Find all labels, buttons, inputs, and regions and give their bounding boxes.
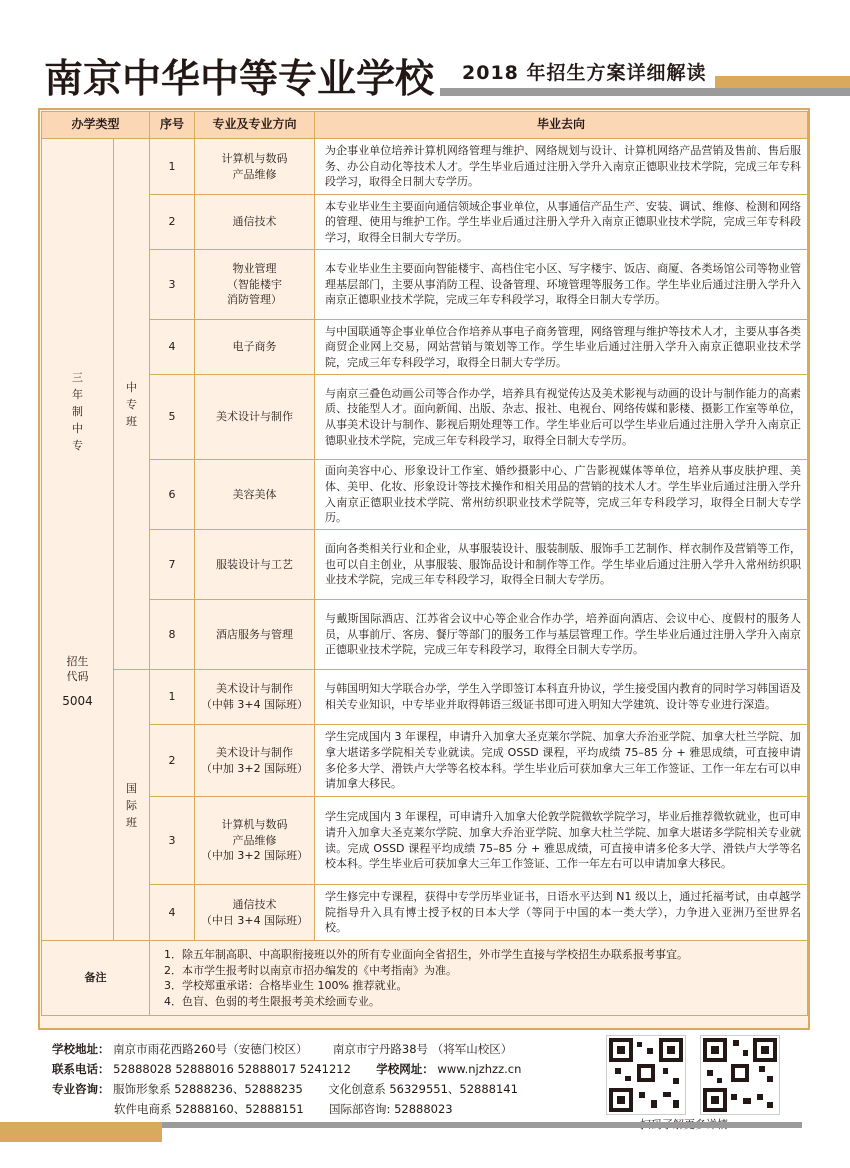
web-link[interactable]: www.njzhzz.cn <box>437 1062 522 1076</box>
header-school-type: 办学类型 <box>42 112 150 139</box>
row-description: 面向各类相关行业和企业，从事服装设计、服装制版、服饰手工艺制作、样衣制作及营销等工作，也可以自主创业，从事服装、服饰品设计和制作等工作。学生毕业后通过注册入学升入常州纺织职业技术学院，完成三年专科段学习，取得全日制大专学历。 <box>315 530 808 600</box>
row-description: 与戴斯国际酒店、江苏省会议中心等企业合作办学，培养面向酒店、会议中心、度假村的服务人员，从事前厅、客房、餐厅等部门的服务工作与基层管理工作。学生毕业后通过注册入学升入南京正德职业技术学院，完成三年专科段学习，取得全日制大专学历。 <box>315 600 808 670</box>
web-label: 学校网址： <box>376 1062 434 1076</box>
row-description: 学生修完中专课程，获得中专学历毕业证书，日语水平达到 N1 级以上，通过托福考试，由卓越学院指导升入具有博士授予权的日本大学（等同于中国的本一类大学），力争进入亚洲乃至世界名校。 <box>315 885 808 941</box>
row-major <box>195 195 315 250</box>
class-zhongzhuan-cell <box>114 139 150 670</box>
table-row <box>42 460 808 530</box>
row-number: 3 <box>150 797 195 885</box>
class-guoji-cell <box>114 670 150 941</box>
row-major <box>195 600 315 670</box>
row-description: 学生完成国内 3 年课程，申请升入加拿大圣克莱尔学院、加拿大乔治亚学院、加拿大杜兰学院、加拿大堪诺多学院相关专业就读。完成 OSSD 课程，平均成绩 75–85 分 + 雅思成绩，可直接申请多伦多大学、滑铁卢大学等名校本科。学生毕业后可获加拿大三年工作签证、工作一年左右可以申请加拿大移民。 <box>315 725 808 797</box>
row-number: 2 <box>150 725 195 797</box>
note-item: 2．本市学生报考时以南京市招办编发的《中考指南》为准。 <box>164 963 458 977</box>
row-major <box>195 139 315 195</box>
table-row <box>42 250 808 320</box>
row-description: 本专业毕业生主要面向智能楼宇、高档住宅小区、写字楼宇、饭店、商厦、各类场馆公司等物业管理基层部门，主要从事消防工程、设备管理、环境管理等服务工作。学生毕业后通过注册入学升入南京正德职业技术学院，完成三年专科段学习，取得全日制大专学历。 <box>315 250 808 320</box>
major-text: 服装设计与工艺 <box>216 557 294 571</box>
major-text: 计算机与数码 产品维修 （中加 3+2 国际班） <box>200 818 309 863</box>
note-item: 1．除五年制高职、中高职衔接班以外的所有专业面向全省招生，外市学生直接与学校招生办联系报考事宜。 <box>164 948 689 961</box>
table-row <box>42 797 808 885</box>
row-number: 8 <box>150 600 195 670</box>
phone-label: 联系电话： <box>52 1062 110 1076</box>
row-description: 面向美容中心、形象设计工作室、婚纱摄影中心、广告影视媒体等单位，培养从事皮肤护理、美体、美甲、化妆、形象设计等技术操作和相关用品的营销的技术人才。学生毕业后通过注册入学升入南京正德职业技术学院、常州纺织职业技术学院等，完成三年专科段学习，取得全日制大专学历。 <box>315 460 808 530</box>
table-row <box>42 885 808 941</box>
consult-2: 文化创意系 56329551、52888141 <box>328 1082 518 1096</box>
row-number: 5 <box>150 375 195 460</box>
row-description: 学生完成国内 3 年课程，可申请升入加拿大伦敦学院微软学院学习，毕业后推荐微软就业，也可申请升入加拿大圣克莱尔学院、加拿大乔治亚学院、加拿大杜兰学院、加拿大堪诺多学院相关专业就读。完成 OSSD 课程平均成绩 75–85 分 + 雅思成绩，可直接申请多伦多大学、滑铁卢大学等名校本科。学生毕业后可获加拿大三年工作签证、工作一年左右可以申请加拿大移民。 <box>315 797 808 885</box>
row-major <box>195 797 315 885</box>
table-row <box>42 320 808 375</box>
table-row <box>42 375 808 460</box>
row-description: 与中国联通等企事业单位合作培养从事电子商务管理，网络管理与维护等技术人才，主要从事各类商贸企业网上交易，网站营销与策划等工作。学生毕业后通过注册入学升入南京正德职业技术学院，完成三年专科段学习，取得全日制大专学历。 <box>315 320 808 375</box>
table-row <box>42 600 808 670</box>
phone-value: 52888028 52888016 52888017 5241212 <box>113 1062 351 1076</box>
table-row <box>42 195 808 250</box>
row-number: 7 <box>150 530 195 600</box>
page-title: 南京中华中等专业学校 <box>44 57 435 102</box>
consult-4: 国际部咨询: 52888023 <box>329 1102 453 1116</box>
row-major <box>195 725 315 797</box>
qr-code-icon <box>700 1035 780 1115</box>
qr-code-icon <box>606 1035 686 1115</box>
row-number: 3 <box>150 250 195 320</box>
page-subtitle: 2018 年招生方案详细解读 <box>462 62 707 84</box>
row-number: 6 <box>150 460 195 530</box>
row-major <box>195 375 315 460</box>
row-description: 本专业毕业生主要面向通信领域企事业单位，从事通信产品生产、安装、调试、维修、检测和网络的管理、使用与维护工作。学生毕业后通过注册入学升入南京正德职业技术学院，完成三年专科段学习，取得全日制大专学历。 <box>315 195 808 250</box>
row-major <box>195 670 315 725</box>
table-header-row <box>42 112 808 139</box>
major-text: 电子商务 <box>232 340 277 354</box>
major-text: 通信技术 <box>232 215 277 229</box>
table-row <box>42 139 808 195</box>
consult-row <box>52 1079 592 1099</box>
major-text: 美术设计与制作 （中加 3+2 国际班） <box>200 745 309 775</box>
enroll-code-label: 招生代码 <box>66 655 89 684</box>
class-zhongzhuan-label: 中专班 <box>126 380 137 428</box>
enroll-code-block <box>42 654 113 710</box>
enroll-code-value: 5004 <box>62 694 93 709</box>
row-major <box>195 530 315 600</box>
major-text: 物业管理 （智能楼宇 消防管理） <box>227 262 283 307</box>
notes-label: 备注 <box>42 941 150 1016</box>
notes-body <box>150 941 808 1016</box>
major-text: 美容美体 <box>232 487 277 501</box>
row-major <box>195 885 315 941</box>
major-text: 美术设计与制作 （中韩 3+4 国际班） <box>200 682 309 711</box>
row-number: 4 <box>150 320 195 375</box>
consult-row-2 <box>52 1099 592 1119</box>
address-2: 南京市宁丹路38号 （将军山校区） <box>332 1042 513 1056</box>
table-row <box>42 670 808 725</box>
school-type-cell <box>42 139 114 941</box>
row-number: 2 <box>150 195 195 250</box>
header-major: 专业及专业方向 <box>195 112 315 139</box>
class-guoji-label: 国际班 <box>126 781 137 829</box>
major-text: 通信技术 （中日 3+4 国际班） <box>200 897 309 927</box>
address-label: 学校地址： <box>52 1042 110 1056</box>
row-number: 1 <box>150 139 195 195</box>
row-description: 与韩国明知大学联合办学，学生入学即签订本科直升协议，学生接受国内教育的同时学习韩国语及相关专业知识，中专毕业并取得韩语三级证书即可进入明知大学建筑、设计等专业进行深造。 <box>315 670 808 725</box>
phone-row <box>52 1059 592 1079</box>
row-description: 为企事业单位培养计算机网络管理与维护、网络规划与设计、计算机网络产品营销及售前、售后服务、办公自动化等技术人才。学生毕业后通过注册入学升入南京正德职业技术学院，完成三年专科段学习，取得全日制大专学历。 <box>315 139 808 195</box>
header-number: 序号 <box>150 112 195 139</box>
consult-1: 服饰形象系 52888236、52888235 <box>113 1082 303 1096</box>
row-number: 1 <box>150 670 195 725</box>
footer-gray-bar <box>162 1122 802 1128</box>
note-item: 4．色盲、色弱的考生限报考美术绘画专业。 <box>164 994 381 1008</box>
notes-row <box>42 941 808 1016</box>
school-type-label: 三年制中专 <box>72 371 83 453</box>
row-major <box>195 460 315 530</box>
row-number: 4 <box>150 885 195 941</box>
note-item: 3．学校郑重承诺：合格毕业生 100% 推荐就业。 <box>164 979 408 993</box>
enrollment-table <box>41 111 808 1016</box>
address-row <box>52 1039 592 1059</box>
major-text: 美术设计与制作 <box>216 410 294 424</box>
consult-3: 软件电商系 52888160、52888151 <box>114 1102 304 1116</box>
row-description: 与南京三叠色动画公司等合作办学，培养具有视觉传达及美术影视与动画的设计与制作能力的高素质、技能型人才。面向新闻、出版、杂志、报社、电视台、网络传媒和影楼、摄影工作室等单位，从事美术设计与制作、影视后期处理等工作。学生毕业后可以学生毕业后通过注册入学升入南京正德职业技术学院，完成三年专科段学习，取得全日制大专学历。 <box>315 375 808 460</box>
row-major <box>195 320 315 375</box>
footer-gold-bar <box>0 1122 162 1142</box>
major-text: 酒店服务与管理 <box>216 627 294 641</box>
contact-info <box>52 1039 592 1119</box>
header-gold-bar <box>715 76 850 88</box>
consult-label: 专业咨询： <box>52 1082 110 1096</box>
address-1: 南京市雨花西路260号（安德门校区） <box>113 1042 308 1056</box>
row-major <box>195 250 315 320</box>
header-destination: 毕业去向 <box>315 112 808 139</box>
table-row <box>42 530 808 600</box>
major-text: 计算机与数码 产品维修 <box>221 151 288 181</box>
table-row <box>42 725 808 797</box>
header-gray-bar <box>440 88 850 96</box>
